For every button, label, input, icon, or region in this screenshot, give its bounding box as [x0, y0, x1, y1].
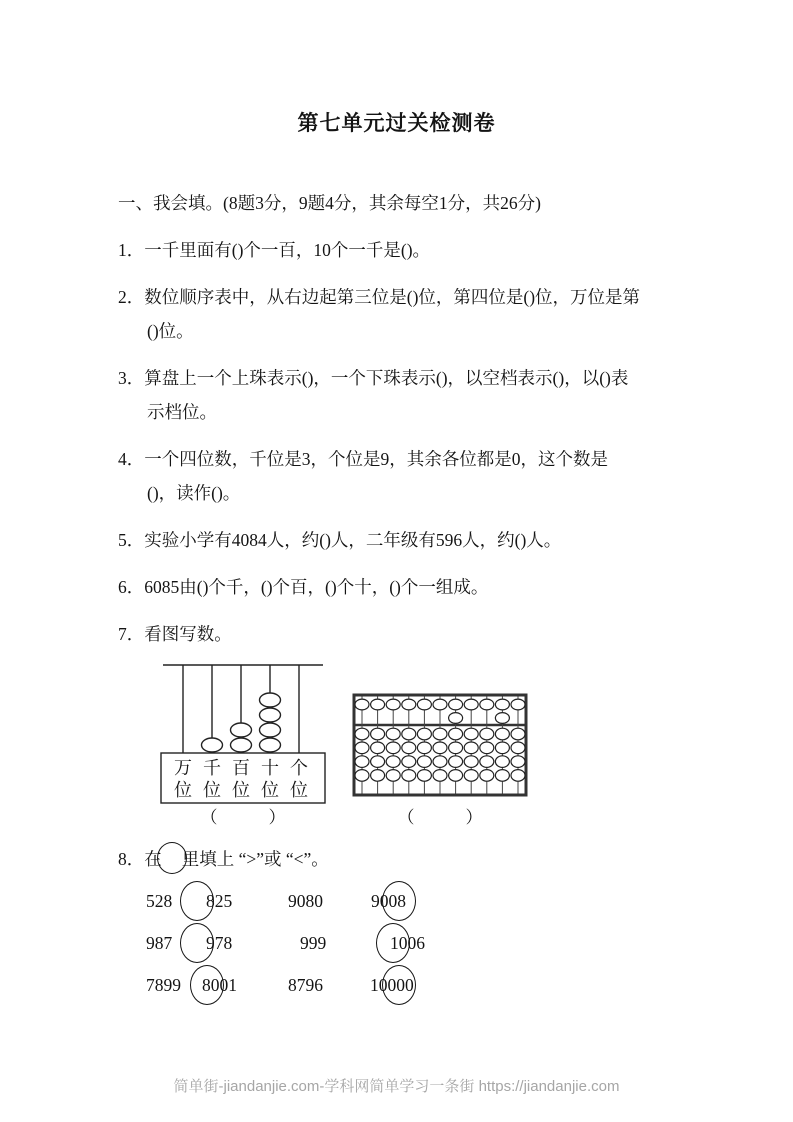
question-text: 示档位。: [147, 402, 217, 422]
question-number: 7．: [118, 624, 145, 644]
comparison-row: [118, 884, 763, 918]
abacus-answer-blank: （ ）: [397, 808, 483, 827]
place-label-bottom: 位: [174, 780, 192, 800]
abacus-lower-bead: [371, 742, 385, 754]
abacus-lower-bead: [386, 770, 400, 782]
abacus-upper-bead: [464, 699, 478, 710]
abacus-lower-bead: [355, 770, 369, 782]
comparison-number: 999: [300, 933, 327, 953]
abacus-upper-bead: [417, 699, 431, 710]
abacus-lower-bead: [480, 728, 494, 740]
abacus-upper-bead: [355, 699, 369, 710]
place-label-top: 万: [174, 758, 192, 778]
abacus-lower-bead: [449, 728, 463, 740]
abacus-lower-bead: [464, 756, 478, 768]
answer-circle: [180, 881, 214, 921]
abacus-lower-bead: [495, 756, 509, 768]
comparison-row: [118, 968, 763, 1002]
abacus-lower-bead: [464, 770, 478, 782]
counting-rack-figure: [160, 657, 326, 807]
comparison-number: 987: [146, 933, 173, 953]
answer-circle: [180, 923, 214, 963]
abacus-lower-bead: [386, 742, 400, 754]
abacus-lower-bead: [480, 742, 494, 754]
abacus-lower-bead: [464, 728, 478, 740]
question-line: [118, 233, 763, 267]
question-line-continued: [118, 476, 763, 510]
abacus-lower-bead: [480, 756, 494, 768]
page-title: 第七单元过关检测卷: [297, 111, 496, 135]
abacus-upper-bead: [511, 699, 525, 710]
question-number: 4．: [118, 449, 145, 469]
comparison-number: 825: [206, 891, 233, 911]
question-line: [118, 523, 763, 557]
question-number: 3．: [118, 368, 145, 388]
abacus-lower-bead: [511, 756, 525, 768]
question-number: 8．: [118, 849, 145, 869]
abacus-lower-bead: [433, 728, 447, 740]
answer-circle: [190, 965, 224, 1005]
rack-bead: [260, 708, 281, 722]
abacus-upper-bead: [449, 699, 463, 710]
abacus-lower-bead: [449, 756, 463, 768]
question-line-continued: [118, 314, 763, 348]
abacus-lower-bead: [495, 728, 509, 740]
rack-bead: [231, 738, 252, 752]
abacus-lower-bead: [464, 742, 478, 754]
question-line: [118, 442, 763, 476]
abacus-upper-bead: [386, 699, 400, 710]
abacus-lower-bead: [402, 742, 416, 754]
place-label-bottom: 位: [232, 780, 250, 800]
abacus-lower-bead: [355, 742, 369, 754]
question-line: [118, 570, 763, 604]
comparison-number: 9008: [371, 891, 406, 911]
question8-prompt-prefix: 在: [144, 849, 162, 869]
comparison-rows: [118, 884, 763, 1002]
question-text: 实验小学有4084人，约()人，二年级有596人，约()人。: [144, 530, 562, 550]
abacus-upper-bead: [433, 699, 447, 710]
question-text: 数位顺序表中，从右边起第三位是()位，第四位是()位，万位是第: [144, 287, 641, 307]
question-number: 2．: [118, 287, 145, 307]
abacus-lower-bead: [495, 742, 509, 754]
abacus-lower-bead: [433, 770, 447, 782]
place-label-top: 个: [290, 758, 308, 778]
abacus-figure: [352, 693, 528, 797]
abacus-upper-bead: [480, 699, 494, 710]
abacus-lower-bead: [511, 728, 525, 740]
question-line-continued: [118, 395, 763, 429]
abacus-lower-bead: [386, 728, 400, 740]
rack-bead: [260, 738, 281, 752]
question-text: 看图写数。: [144, 624, 232, 644]
question-line: [118, 280, 763, 314]
question-text: ()，读作()。: [147, 483, 241, 503]
abacus-lower-bead: [449, 742, 463, 754]
abacus-lower-bead: [355, 756, 369, 768]
rack-bead: [231, 723, 252, 737]
question-text: 一个四位数，千位是3，个位是9，其余各位都是0，这个数是: [144, 449, 608, 469]
rack-answer-blank: （ ）: [200, 808, 286, 827]
question-number: 5．: [118, 530, 145, 550]
question-number: 1．: [118, 240, 145, 260]
rack-bead: [260, 723, 281, 737]
comparison-number: 7899: [146, 975, 181, 995]
place-label-top: 百: [232, 758, 250, 778]
question8-prompt-suffix: 里填上 “>”或 “<”。: [181, 849, 329, 869]
question7-figures: [118, 657, 763, 829]
abacus-lower-bead: [511, 770, 525, 782]
answer-circle: [382, 881, 416, 921]
comparison-row: [118, 926, 763, 960]
question-text: ()位。: [147, 321, 194, 341]
abacus-lower-bead: [371, 770, 385, 782]
abacus-lower-bead: [417, 770, 431, 782]
question-text: 6085由()个千，()个百，()个十，()个一组成。: [144, 577, 489, 597]
rack-bead: [260, 693, 281, 707]
page-content: [118, 186, 763, 1002]
question8-prompt: [118, 842, 763, 876]
comparison-number: 978: [206, 933, 233, 953]
question-number: 6．: [118, 577, 145, 597]
comparison-number: 8001: [202, 975, 237, 995]
answer-circle: [382, 965, 416, 1005]
place-label-bottom: 位: [290, 780, 308, 800]
abacus-lower-bead: [371, 756, 385, 768]
rack-bead: [202, 738, 223, 752]
abacus-lower-bead: [417, 756, 431, 768]
comparison-number: 1006: [390, 933, 425, 953]
abacus-lower-bead: [402, 770, 416, 782]
section-heading: 一、我会填。(8题3分，9题4分，其余每空1分，共26分): [118, 193, 541, 213]
question-line: [118, 617, 763, 651]
abacus-lower-bead: [402, 728, 416, 740]
answer-circle: [376, 923, 410, 963]
abacus-lower-bead: [480, 770, 494, 782]
abacus-lower-bead: [355, 728, 369, 740]
abacus-upper-bead: [402, 699, 416, 710]
abacus-lower-bead: [495, 770, 509, 782]
place-label-top: 十: [261, 758, 279, 778]
comparison-number: 528: [146, 891, 173, 911]
abacus-upper-bead: [371, 699, 385, 710]
abacus-lower-bead: [511, 742, 525, 754]
abacus-lower-bead: [417, 728, 431, 740]
abacus-lower-bead: [417, 742, 431, 754]
abacus-upper-bead-at-beam: [495, 713, 509, 724]
abacus-lower-bead: [433, 742, 447, 754]
place-label-top: 千: [203, 758, 221, 778]
abacus-upper-bead: [495, 699, 509, 710]
abacus-lower-bead: [433, 756, 447, 768]
watermark-footer: 简单街-jiandanjie.com-学科网简单学习一条街 https://jiandanjie.com: [173, 1078, 620, 1095]
question-line: [118, 361, 763, 395]
comparison-number: 9080: [288, 891, 323, 911]
place-label-bottom: 位: [261, 780, 279, 800]
abacus-lower-bead: [449, 770, 463, 782]
questions-list: [118, 233, 763, 651]
abacus-lower-bead: [402, 756, 416, 768]
abacus-lower-bead: [371, 728, 385, 740]
abacus-lower-bead: [386, 756, 400, 768]
place-label-bottom: 位: [203, 780, 221, 800]
question-text: 一千里面有()个一百，10个一千是()。: [144, 240, 431, 260]
question-text: 算盘上一个上珠表示()，一个下珠表示()，以空档表示()，以()表: [144, 368, 629, 388]
abacus-upper-bead-at-beam: [449, 713, 463, 724]
comparison-number: 8796: [288, 975, 323, 995]
comparison-number: 10000: [370, 975, 414, 995]
